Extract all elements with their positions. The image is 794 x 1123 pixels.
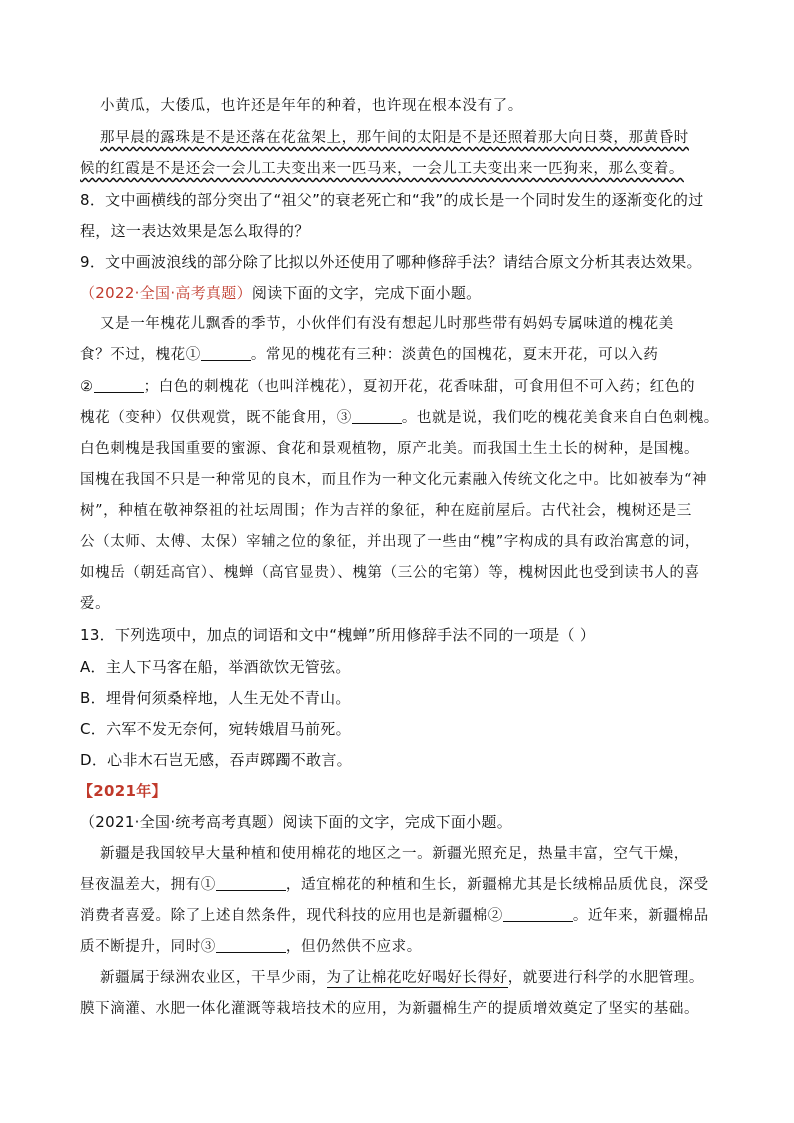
passage2-line-6: 国槐在我国不只是一种常见的良木，而且作为一种文化元素融入传统文化之中。比如被奉为“神 <box>80 472 708 488</box>
passage2-line-8: 公（太师、太傅、太保）宰辅之位的象征，并出现了一些由“槐”字构成的具有政治寓意的词， <box>80 534 701 550</box>
passage2-line-9: 如槐岳（朝廷高官）、槐蝉（高官显贵）、槐第（三公的宅第）等，槐树因此也受到读书人的喜 <box>80 565 700 581</box>
passage2-text: 。也就是说，我们吃的槐花美食来自白色刺槐。 <box>401 410 719 426</box>
answer-blank-3[interactable] <box>352 407 402 424</box>
passage2-line-3 <box>80 376 720 398</box>
passage3-line-5 <box>100 967 740 989</box>
passage3-text: ，就要进行科学的水肥管理。 <box>507 970 705 986</box>
passage2-line-10: 爱。 <box>80 596 111 612</box>
option-c[interactable]: C．六军不发无奈何，宛转娥眉马前死。 <box>80 720 351 738</box>
wavy-underlined-text: 那早晨的露珠是不是还落在花盆架上，那午间的太阳是不是还照着那大向日葵，那黄昏时 <box>100 130 689 146</box>
answer-blank-3[interactable] <box>216 936 286 953</box>
option-b[interactable]: B．埋骨何须桑梓地，人生无处不青山。 <box>80 689 351 707</box>
question-8-line-1: 8．文中画横线的部分突出了“祖父”的衰老死亡和“我”的成长是一个同时发生的逐渐变化的过 <box>80 191 704 209</box>
passage1-line-3 <box>80 158 720 180</box>
answer-blank-2[interactable] <box>503 905 573 922</box>
passage2-line-2 <box>80 344 720 366</box>
passage3-line-2 <box>80 874 720 896</box>
passage1-line-2 <box>100 127 720 149</box>
passage1-line-1: 小黄瓜，大倭瓜，也许还是年年的种着，也许现在根本没有了。 <box>100 98 523 114</box>
passage2-line-1: 又是一年槐花儿飘香的季节，小伙伴们有没有想起儿时那些带有妈妈专属味道的槐花美 <box>100 316 674 332</box>
question-13-stem: 13．下列选项中，加点的词语和文中“槐蝉”所用修辞手法不同的一项是（ ） <box>80 626 596 644</box>
option-a[interactable]: A．主人下马客在船，举酒欲饮无管弦。 <box>80 658 351 676</box>
passage3-text: 昼夜温差大，拥有① <box>80 877 216 893</box>
passage2-line-4 <box>80 407 720 429</box>
answer-blank-1[interactable] <box>216 874 286 891</box>
passage3-text: ，但仍然供不应求。 <box>285 939 422 955</box>
option-d[interactable]: D．心非木石岂无感，吞声踯躅不敢言。 <box>80 751 352 769</box>
passage2-text: 槐花（变种）仅供观赏，既不能食用，③ <box>80 410 352 426</box>
exam-source-label: （2021·全国·统考高考真题） <box>80 813 283 831</box>
passage2-line-7: 树”，种植在敬神祭祖的社坛周围；作为吉祥的象征，种在庭前屋后。古代社会，槐树还是三 <box>80 503 693 519</box>
question-8-line-2: 程，这一表达效果是怎么取得的？ <box>80 222 310 240</box>
exam-instruction: 阅读下面的文字，完成下面小题。 <box>251 284 482 302</box>
wavy-underlined-text-cont: 候的红霞是不是还会一会儿工夫变出来一匹马来，一会儿工夫变出来一匹狗来，那么变着。 <box>80 161 684 177</box>
passage3-text: 消费者喜爱。除了上述自然条件，现代科技的应用也是新疆棉② <box>80 908 503 924</box>
answer-blank-2[interactable] <box>94 376 144 393</box>
exam-2021-heading <box>80 811 720 833</box>
passage3-line-3 <box>80 905 720 927</box>
passage2-text: ② <box>80 379 94 395</box>
year-2021-label: 【2021年】 <box>78 782 167 800</box>
passage3-text: 新疆属于绿洲农业区，干旱少雨， <box>100 970 327 986</box>
answer-blank-1[interactable] <box>201 344 251 361</box>
underlined-phrase: 为了让棉花吃好喝好长得好 <box>326 970 508 986</box>
exam-2022-heading <box>80 282 720 304</box>
passage3-text: 。近年来，新疆棉品 <box>572 908 709 924</box>
passage2-text: 食？不过，槐花① <box>80 347 201 363</box>
passage2-line-5: 白色刺槐是我国重要的蜜源、食花和景观植物，原产北美。而我国土生土长的树种，是国槐。 <box>80 441 700 457</box>
passage3-text: 质不断提升，同时③ <box>80 939 216 955</box>
passage3-line-1: 新疆是我国较早大量种植和使用棉花的地区之一。新疆光照充足，热量丰富，空气干燥， <box>100 846 689 862</box>
passage2-text: 。常见的槐花有三种：淡黄色的国槐花，夏末开花，可以入药 <box>250 347 659 363</box>
question-9: 9．文中画波浪线的部分除了比拟以外还使用了哪种修辞手法？请结合原文分析其表达效果。 <box>80 253 702 271</box>
exam-source-label: （2022·全国·高考真题） <box>80 284 252 302</box>
passage3-text: ，适宜棉花的种植和生长，新疆棉尤其是长绒棉品质优良，深受 <box>285 877 709 893</box>
exam-instruction: 阅读下面的文字，完成下面小题。 <box>282 813 513 831</box>
passage3-line-6: 膜下滴灌、水肥一体化灌溉等栽培技术的应用，为新疆棉生产的提质增效奠定了坚实的基础。 <box>80 1001 700 1017</box>
passage2-text: ；白色的刺槐花（也叫洋槐花），夏初开花，花香味甜，可食用但不可入药；红色的 <box>143 379 696 395</box>
passage3-line-4 <box>80 936 720 958</box>
